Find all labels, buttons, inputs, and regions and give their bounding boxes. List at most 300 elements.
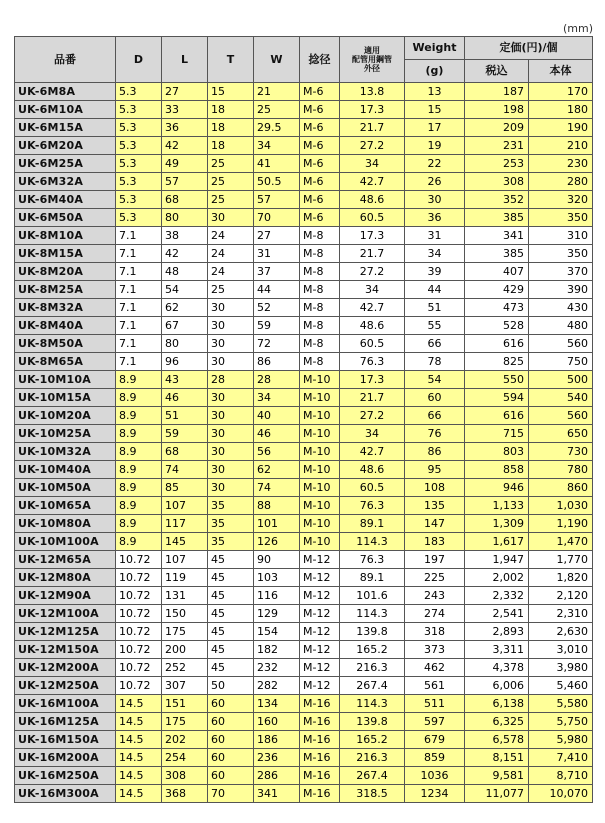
cell-pipe: 34 (340, 155, 405, 173)
cell-weight: 39 (405, 263, 465, 281)
cell-w: 129 (254, 605, 300, 623)
cell-w: 25 (254, 101, 300, 119)
cell-price-base: 430 (529, 299, 593, 317)
table-row (15, 389, 593, 407)
cell-part: UK-12M125A (15, 623, 116, 641)
cell-part: UK-10M32A (15, 443, 116, 461)
cell-price-tax: 715 (465, 425, 529, 443)
cell-t: 35 (208, 515, 254, 533)
cell-t: 30 (208, 209, 254, 227)
table-row (15, 641, 593, 659)
cell-price-tax: 407 (465, 263, 529, 281)
cell-w: 186 (254, 731, 300, 749)
unit-label: (mm) (562, 22, 593, 35)
cell-l: 175 (162, 623, 208, 641)
cell-pipe: 17.3 (340, 371, 405, 389)
cell-weight: 36 (405, 209, 465, 227)
cell-thread: M-6 (300, 137, 340, 155)
cell-price-tax: 198 (465, 101, 529, 119)
cell-price-tax: 858 (465, 461, 529, 479)
header-w: W (254, 37, 300, 83)
header-l: L (162, 37, 208, 83)
cell-weight: 147 (405, 515, 465, 533)
cell-part: UK-6M40A (15, 191, 116, 209)
cell-t: 60 (208, 731, 254, 749)
cell-d: 8.9 (116, 389, 162, 407)
header-weight-unit: (g) (405, 60, 465, 83)
cell-d: 7.1 (116, 353, 162, 371)
cell-pipe: 13.8 (340, 83, 405, 101)
cell-part: UK-6M25A (15, 155, 116, 173)
cell-part: UK-16M250A (15, 767, 116, 785)
cell-price-base: 170 (529, 83, 593, 101)
cell-l: 67 (162, 317, 208, 335)
cell-thread: M-8 (300, 227, 340, 245)
cell-l: 46 (162, 389, 208, 407)
cell-thread: M-12 (300, 605, 340, 623)
cell-pipe: 114.3 (340, 695, 405, 713)
cell-l: 254 (162, 749, 208, 767)
cell-pipe: 27.2 (340, 137, 405, 155)
cell-part: UK-12M100A (15, 605, 116, 623)
cell-pipe: 42.7 (340, 299, 405, 317)
cell-thread: M-16 (300, 749, 340, 767)
cell-thread: M-10 (300, 443, 340, 461)
cell-w: 34 (254, 137, 300, 155)
cell-part: UK-8M50A (15, 335, 116, 353)
cell-price-base: 480 (529, 317, 593, 335)
table-row (15, 245, 593, 263)
cell-w: 72 (254, 335, 300, 353)
cell-price-base: 3,980 (529, 659, 593, 677)
cell-price-tax: 11,077 (465, 785, 529, 803)
cell-weight: 1234 (405, 785, 465, 803)
cell-w: 286 (254, 767, 300, 785)
cell-l: 307 (162, 677, 208, 695)
cell-l: 42 (162, 245, 208, 263)
cell-d: 5.3 (116, 119, 162, 137)
cell-part: UK-12M90A (15, 587, 116, 605)
cell-w: 21 (254, 83, 300, 101)
cell-t: 60 (208, 713, 254, 731)
cell-thread: M-8 (300, 263, 340, 281)
cell-price-tax: 3,311 (465, 641, 529, 659)
cell-pipe: 21.7 (340, 389, 405, 407)
cell-part: UK-10M100A (15, 533, 116, 551)
cell-part: UK-8M65A (15, 353, 116, 371)
cell-d: 10.72 (116, 551, 162, 569)
cell-l: 68 (162, 443, 208, 461)
table-row (15, 209, 593, 227)
cell-price-base: 7,410 (529, 749, 593, 767)
cell-part: UK-6M32A (15, 173, 116, 191)
cell-pipe: 17.3 (340, 227, 405, 245)
cell-l: 27 (162, 83, 208, 101)
cell-part: UK-10M15A (15, 389, 116, 407)
cell-weight: 373 (405, 641, 465, 659)
cell-price-base: 230 (529, 155, 593, 173)
cell-t: 30 (208, 317, 254, 335)
cell-t: 15 (208, 83, 254, 101)
cell-w: 88 (254, 497, 300, 515)
cell-weight: 197 (405, 551, 465, 569)
cell-thread: M-10 (300, 515, 340, 533)
cell-price-tax: 1,617 (465, 533, 529, 551)
cell-t: 45 (208, 641, 254, 659)
cell-part: UK-16M200A (15, 749, 116, 767)
cell-thread: M-10 (300, 461, 340, 479)
cell-price-tax: 825 (465, 353, 529, 371)
cell-d: 8.9 (116, 425, 162, 443)
cell-price-tax: 429 (465, 281, 529, 299)
cell-part: UK-6M50A (15, 209, 116, 227)
cell-weight: 511 (405, 695, 465, 713)
cell-thread: M-12 (300, 677, 340, 695)
cell-w: 37 (254, 263, 300, 281)
cell-price-base: 2,310 (529, 605, 593, 623)
table-row (15, 569, 593, 587)
cell-part: UK-6M15A (15, 119, 116, 137)
cell-pipe: 34 (340, 425, 405, 443)
cell-price-base: 1,770 (529, 551, 593, 569)
cell-d: 14.5 (116, 731, 162, 749)
cell-d: 5.3 (116, 83, 162, 101)
cell-pipe: 48.6 (340, 461, 405, 479)
cell-w: 232 (254, 659, 300, 677)
cell-price-base: 8,710 (529, 767, 593, 785)
cell-pipe: 165.2 (340, 731, 405, 749)
cell-pipe: 101.6 (340, 587, 405, 605)
cell-thread: M-12 (300, 641, 340, 659)
cell-t: 24 (208, 227, 254, 245)
cell-thread: M-10 (300, 479, 340, 497)
cell-weight: 274 (405, 605, 465, 623)
cell-l: 117 (162, 515, 208, 533)
cell-w: 52 (254, 299, 300, 317)
cell-w: 40 (254, 407, 300, 425)
cell-l: 308 (162, 767, 208, 785)
spec-table (14, 36, 593, 803)
cell-part: UK-16M300A (15, 785, 116, 803)
cell-thread: M-8 (300, 317, 340, 335)
cell-l: 80 (162, 209, 208, 227)
table-row (15, 659, 593, 677)
cell-pipe: 114.3 (340, 605, 405, 623)
table-row (15, 263, 593, 281)
cell-d: 7.1 (116, 245, 162, 263)
cell-price-tax: 209 (465, 119, 529, 137)
table-row (15, 605, 593, 623)
header-pipe-line2: 配管用鋼管 (352, 55, 392, 64)
cell-t: 24 (208, 245, 254, 263)
cell-weight: 561 (405, 677, 465, 695)
cell-price-tax: 616 (465, 335, 529, 353)
cell-pipe: 27.2 (340, 263, 405, 281)
table-row (15, 461, 593, 479)
cell-pipe: 42.7 (340, 443, 405, 461)
cell-price-base: 1,030 (529, 497, 593, 515)
cell-t: 30 (208, 407, 254, 425)
cell-weight: 60 (405, 389, 465, 407)
cell-price-tax: 352 (465, 191, 529, 209)
cell-pipe: 114.3 (340, 533, 405, 551)
cell-price-tax: 2,002 (465, 569, 529, 587)
cell-w: 101 (254, 515, 300, 533)
cell-pipe: 89.1 (340, 569, 405, 587)
cell-price-tax: 2,332 (465, 587, 529, 605)
cell-l: 49 (162, 155, 208, 173)
table-row (15, 695, 593, 713)
cell-l: 107 (162, 497, 208, 515)
cell-part: UK-6M20A (15, 137, 116, 155)
cell-pipe: 267.4 (340, 767, 405, 785)
cell-thread: M-10 (300, 407, 340, 425)
cell-t: 25 (208, 173, 254, 191)
cell-pipe: 21.7 (340, 119, 405, 137)
cell-t: 60 (208, 749, 254, 767)
cell-part: UK-10M40A (15, 461, 116, 479)
table-row (15, 353, 593, 371)
table-row (15, 515, 593, 533)
cell-thread: M-6 (300, 209, 340, 227)
cell-thread: M-6 (300, 155, 340, 173)
cell-thread: M-12 (300, 623, 340, 641)
cell-t: 45 (208, 605, 254, 623)
cell-weight: 66 (405, 407, 465, 425)
cell-w: 57 (254, 191, 300, 209)
table-row (15, 119, 593, 137)
cell-t: 18 (208, 137, 254, 155)
cell-weight: 34 (405, 245, 465, 263)
cell-thread: M-16 (300, 767, 340, 785)
cell-w: 154 (254, 623, 300, 641)
cell-price-base: 5,750 (529, 713, 593, 731)
cell-d: 8.9 (116, 407, 162, 425)
cell-w: 74 (254, 479, 300, 497)
cell-l: 62 (162, 299, 208, 317)
cell-l: 51 (162, 407, 208, 425)
cell-price-base: 10,070 (529, 785, 593, 803)
cell-pipe: 139.8 (340, 623, 405, 641)
header-price-tax: 税込 (465, 60, 529, 83)
cell-pipe: 60.5 (340, 209, 405, 227)
cell-w: 34 (254, 389, 300, 407)
cell-part: UK-8M20A (15, 263, 116, 281)
cell-l: 107 (162, 551, 208, 569)
cell-price-base: 2,120 (529, 587, 593, 605)
cell-l: 252 (162, 659, 208, 677)
cell-part: UK-10M80A (15, 515, 116, 533)
cell-pipe: 42.7 (340, 173, 405, 191)
table-row (15, 173, 593, 191)
cell-pipe: 76.3 (340, 551, 405, 569)
cell-price-tax: 616 (465, 407, 529, 425)
table-row (15, 587, 593, 605)
cell-d: 10.72 (116, 623, 162, 641)
cell-pipe: 165.2 (340, 641, 405, 659)
cell-weight: 318 (405, 623, 465, 641)
table-row (15, 281, 593, 299)
cell-d: 5.3 (116, 191, 162, 209)
cell-thread: M-12 (300, 587, 340, 605)
cell-price-base: 1,820 (529, 569, 593, 587)
cell-d: 14.5 (116, 785, 162, 803)
table-row (15, 137, 593, 155)
cell-l: 38 (162, 227, 208, 245)
cell-t: 45 (208, 551, 254, 569)
cell-w: 90 (254, 551, 300, 569)
cell-w: 31 (254, 245, 300, 263)
cell-price-tax: 6,325 (465, 713, 529, 731)
cell-price-base: 780 (529, 461, 593, 479)
cell-w: 62 (254, 461, 300, 479)
cell-weight: 31 (405, 227, 465, 245)
cell-t: 30 (208, 353, 254, 371)
cell-thread: M-6 (300, 173, 340, 191)
cell-d: 5.3 (116, 173, 162, 191)
cell-part: UK-10M20A (15, 407, 116, 425)
cell-part: UK-6M8A (15, 83, 116, 101)
cell-w: 59 (254, 317, 300, 335)
cell-weight: 26 (405, 173, 465, 191)
cell-t: 30 (208, 389, 254, 407)
cell-l: 80 (162, 335, 208, 353)
cell-thread: M-8 (300, 353, 340, 371)
cell-d: 8.9 (116, 443, 162, 461)
cell-d: 10.72 (116, 587, 162, 605)
cell-part: UK-12M80A (15, 569, 116, 587)
cell-t: 60 (208, 767, 254, 785)
cell-w: 182 (254, 641, 300, 659)
cell-d: 8.9 (116, 479, 162, 497)
cell-weight: 66 (405, 335, 465, 353)
cell-t: 45 (208, 623, 254, 641)
cell-weight: 86 (405, 443, 465, 461)
cell-d: 5.3 (116, 137, 162, 155)
cell-w: 28 (254, 371, 300, 389)
cell-price-base: 5,460 (529, 677, 593, 695)
cell-t: 30 (208, 479, 254, 497)
cell-thread: M-8 (300, 335, 340, 353)
cell-t: 30 (208, 443, 254, 461)
cell-weight: 13 (405, 83, 465, 101)
cell-weight: 22 (405, 155, 465, 173)
cell-d: 5.3 (116, 209, 162, 227)
cell-part: UK-8M15A (15, 245, 116, 263)
cell-d: 7.1 (116, 335, 162, 353)
cell-price-base: 370 (529, 263, 593, 281)
cell-price-tax: 1,947 (465, 551, 529, 569)
table-row (15, 749, 593, 767)
cell-part: UK-10M65A (15, 497, 116, 515)
cell-part: UK-12M65A (15, 551, 116, 569)
cell-d: 7.1 (116, 299, 162, 317)
cell-thread: M-6 (300, 83, 340, 101)
table-row (15, 317, 593, 335)
cell-l: 150 (162, 605, 208, 623)
cell-price-base: 350 (529, 209, 593, 227)
cell-thread: M-12 (300, 569, 340, 587)
cell-d: 7.1 (116, 281, 162, 299)
cell-part: UK-16M100A (15, 695, 116, 713)
cell-part: UK-12M250A (15, 677, 116, 695)
cell-price-tax: 187 (465, 83, 529, 101)
cell-price-tax: 594 (465, 389, 529, 407)
cell-t: 25 (208, 191, 254, 209)
cell-thread: M-6 (300, 101, 340, 119)
cell-pipe: 89.1 (340, 515, 405, 533)
cell-l: 119 (162, 569, 208, 587)
cell-t: 70 (208, 785, 254, 803)
cell-price-tax: 4,378 (465, 659, 529, 677)
cell-price-base: 320 (529, 191, 593, 209)
cell-price-base: 2,630 (529, 623, 593, 641)
cell-thread: M-12 (300, 659, 340, 677)
cell-d: 7.1 (116, 263, 162, 281)
cell-price-tax: 341 (465, 227, 529, 245)
header-d: D (116, 37, 162, 83)
cell-t: 50 (208, 677, 254, 695)
cell-l: 96 (162, 353, 208, 371)
cell-d: 14.5 (116, 749, 162, 767)
cell-price-tax: 946 (465, 479, 529, 497)
cell-weight: 51 (405, 299, 465, 317)
cell-t: 18 (208, 119, 254, 137)
cell-d: 10.72 (116, 605, 162, 623)
table-row (15, 155, 593, 173)
cell-w: 41 (254, 155, 300, 173)
cell-price-tax: 6,138 (465, 695, 529, 713)
cell-thread: M-10 (300, 371, 340, 389)
cell-price-base: 560 (529, 407, 593, 425)
table-row (15, 83, 593, 101)
cell-part: UK-8M32A (15, 299, 116, 317)
cell-weight: 243 (405, 587, 465, 605)
table-row (15, 731, 593, 749)
cell-weight: 135 (405, 497, 465, 515)
cell-weight: 30 (405, 191, 465, 209)
table-row (15, 533, 593, 551)
cell-l: 57 (162, 173, 208, 191)
cell-w: 160 (254, 713, 300, 731)
cell-price-tax: 1,133 (465, 497, 529, 515)
cell-pipe: 21.7 (340, 245, 405, 263)
cell-weight: 54 (405, 371, 465, 389)
cell-t: 45 (208, 569, 254, 587)
cell-w: 44 (254, 281, 300, 299)
cell-price-base: 3,010 (529, 641, 593, 659)
table-row (15, 335, 593, 353)
cell-price-base: 310 (529, 227, 593, 245)
cell-price-tax: 6,006 (465, 677, 529, 695)
cell-t: 28 (208, 371, 254, 389)
cell-weight: 859 (405, 749, 465, 767)
cell-thread: M-10 (300, 389, 340, 407)
cell-price-base: 750 (529, 353, 593, 371)
cell-t: 35 (208, 497, 254, 515)
cell-price-tax: 550 (465, 371, 529, 389)
cell-price-base: 390 (529, 281, 593, 299)
cell-pipe: 318.5 (340, 785, 405, 803)
cell-price-base: 860 (529, 479, 593, 497)
cell-l: 85 (162, 479, 208, 497)
cell-part: UK-16M150A (15, 731, 116, 749)
cell-d: 7.1 (116, 317, 162, 335)
table-row (15, 785, 593, 803)
table-row (15, 677, 593, 695)
table-row (15, 713, 593, 731)
cell-t: 24 (208, 263, 254, 281)
